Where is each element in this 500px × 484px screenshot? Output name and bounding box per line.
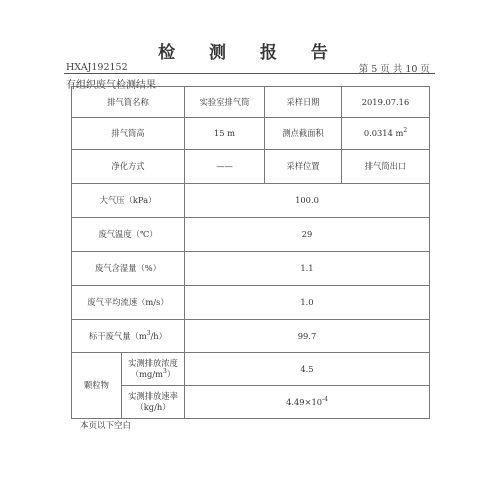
purification-label: 净化方式 (72, 150, 185, 184)
results-table (71, 86, 430, 419)
blank-below-note: 本页以下空白 (80, 421, 132, 431)
stack-name-value: 实验室排气筒 (185, 87, 265, 118)
table-row (72, 150, 430, 184)
humidity-value: 1.1 (185, 252, 430, 286)
concentration-label-line2 (124, 369, 182, 380)
concentration-label (122, 353, 185, 386)
rate-label-line2: （kg/h） (135, 402, 171, 412)
temperature-value: 29 (185, 218, 430, 252)
table-row (72, 118, 430, 150)
rate-label-line1: 实测排放速率 (128, 391, 178, 401)
report-number: HXAJ192152 (66, 62, 128, 73)
table-row (72, 218, 430, 252)
sampling-date-label: 采样日期 (265, 87, 342, 118)
table-row (72, 87, 430, 118)
section-area-unit-exponent: 2 (403, 127, 408, 135)
velocity-value: 1.0 (185, 286, 430, 320)
flow-label-exponent: 3 (146, 329, 151, 337)
table-row (72, 286, 430, 320)
section-area-label: 测点截面积 (265, 118, 342, 150)
concentration-unit-exponent: 3 (163, 368, 167, 376)
particulate-label: 颗粒物 (72, 353, 122, 419)
rate-value-exponent: -4 (322, 395, 328, 403)
pressure-value: 100.0 (185, 184, 430, 218)
purification-value: —— (185, 150, 265, 184)
table-row (72, 386, 430, 419)
section-area-value (342, 118, 430, 150)
flow-label-text: 标干废气量（m (89, 330, 147, 341)
humidity-label: 废气含湿量（%） (72, 252, 185, 286)
section-title: 有组织废气检测结果 (66, 80, 156, 91)
stack-name-label: 排气筒名称 (72, 87, 185, 118)
stack-height-label: 排气筒高 (72, 118, 185, 150)
rate-value (185, 386, 430, 419)
sampling-position-label: 采样位置 (265, 150, 342, 184)
rate-label (122, 386, 185, 419)
stack-height-value: 15 m (185, 118, 265, 150)
flow-label-suffix: /h） (150, 330, 167, 341)
table-row (72, 252, 430, 286)
page-indicator: 第 5 页 共 10 页 (358, 64, 430, 75)
concentration-label-line1: 实测排放浓度 (128, 358, 178, 368)
flow-value: 99.7 (185, 320, 430, 353)
sampling-position-value: 排气筒出口 (342, 150, 430, 184)
concentration-unit-suffix: ） (166, 369, 176, 379)
flow-label (72, 320, 185, 353)
table-row (72, 320, 430, 353)
temperature-label: 废气温度（℃） (72, 218, 185, 252)
concentration-value: 4.5 (185, 353, 430, 386)
rate-value-mantissa: 4.49×10 (286, 396, 323, 407)
report-title: 检 测 报 告 (158, 43, 342, 63)
table-row (72, 184, 430, 218)
concentration-unit: （mg/m (130, 369, 163, 379)
section-area-number: 0.0314 m (363, 128, 404, 138)
header-divider (64, 73, 435, 74)
pressure-label: 大气压（kPa） (72, 184, 185, 218)
velocity-label: 废气平均流速（m/s） (72, 286, 185, 320)
table-row (72, 353, 430, 386)
sampling-date-value: 2019.07.16 (342, 87, 430, 118)
